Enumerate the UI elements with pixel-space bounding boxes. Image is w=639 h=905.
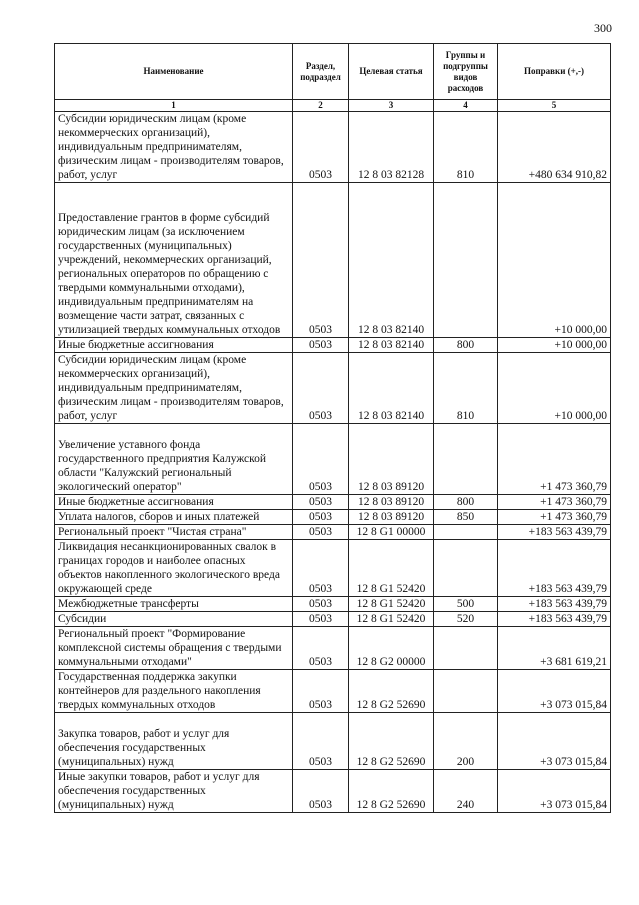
row-target: 12 8 G1 52420 xyxy=(349,597,434,612)
row-section: 0503 xyxy=(293,353,349,424)
row-target: 12 8 G1 52420 xyxy=(349,540,434,597)
row-target: 12 8 G2 52690 xyxy=(349,770,434,813)
row-name: Государственная поддержка закупки контейнеров для раздельного накопления твердых коммунальных отходов xyxy=(55,670,293,713)
row-name: Субсидии xyxy=(55,612,293,627)
table-row xyxy=(55,713,611,770)
row-name: Закупка товаров, работ и услуг для обеспечения государственных (муниципальных) нужд xyxy=(55,713,293,770)
table-header-row xyxy=(55,44,611,100)
row-name: Предоставление грантов в форме субсидий юридическим лицам (за исключением государственных (муниципальных) учреждений, некоммерческих организаций, региональных операторов по обращению с твердыми коммунальными отходами), индивидуальным предпринимателям на возмещение части затрат, связанных с утилизацией твердых коммунальных отходов xyxy=(55,183,293,338)
table-row xyxy=(55,670,611,713)
row-section: 0503 xyxy=(293,112,349,183)
row-target: 12 8 03 82140 xyxy=(349,183,434,338)
table-row xyxy=(55,495,611,510)
header-section: Раздел, подраздел xyxy=(293,44,349,100)
row-section: 0503 xyxy=(293,612,349,627)
row-group: 850 xyxy=(434,510,498,525)
row-section: 0503 xyxy=(293,627,349,670)
table-row xyxy=(55,353,611,424)
budget-amendments-table xyxy=(54,43,611,813)
column-number: 3 xyxy=(349,100,434,112)
row-name: Региональный проект "Чистая страна" xyxy=(55,525,293,540)
row-section: 0503 xyxy=(293,424,349,495)
row-name: Уплата налогов, сборов и иных платежей xyxy=(55,510,293,525)
row-group: 500 xyxy=(434,597,498,612)
row-section: 0503 xyxy=(293,540,349,597)
column-number: 4 xyxy=(434,100,498,112)
row-amount: +3 073 015,84 xyxy=(498,770,611,813)
table-row xyxy=(55,597,611,612)
row-amount: +183 563 439,79 xyxy=(498,540,611,597)
header-groups: Группы и подгруппы видов расходов xyxy=(434,44,498,100)
row-amount: +183 563 439,79 xyxy=(498,597,611,612)
row-name: Увеличение уставного фонда государственного предприятия Калужской области "Калужский региональный экологический оператор" xyxy=(55,424,293,495)
page-number: 300 xyxy=(594,21,612,35)
row-name: Иные бюджетные ассигнования xyxy=(55,495,293,510)
row-amount: +10 000,00 xyxy=(498,338,611,353)
row-target: 12 8 03 82128 xyxy=(349,112,434,183)
row-name: Иные закупки товаров, работ и услуг для обеспечения государственных (муниципальных) нужд xyxy=(55,770,293,813)
row-group xyxy=(434,183,498,338)
row-target: 12 8 03 89120 xyxy=(349,424,434,495)
table-row xyxy=(55,770,611,813)
table-row xyxy=(55,612,611,627)
row-group: 200 xyxy=(434,713,498,770)
header-name: Наименование xyxy=(55,44,293,100)
row-group: 520 xyxy=(434,612,498,627)
row-section: 0503 xyxy=(293,525,349,540)
row-target: 12 8 G2 52690 xyxy=(349,713,434,770)
row-group: 810 xyxy=(434,112,498,183)
column-numbers-row xyxy=(55,100,611,112)
row-target: 12 8 G2 00000 xyxy=(349,627,434,670)
row-amount: +1 473 360,79 xyxy=(498,424,611,495)
row-section: 0503 xyxy=(293,183,349,338)
row-name: Иные бюджетные ассигнования xyxy=(55,338,293,353)
row-section: 0503 xyxy=(293,713,349,770)
row-group xyxy=(434,670,498,713)
row-target: 12 8 03 82140 xyxy=(349,338,434,353)
row-name: Ликвидация несанкционированных свалок в границах городов и наиболее опасных объектов накопленного экологического вреда окружающей среде xyxy=(55,540,293,597)
column-number: 2 xyxy=(293,100,349,112)
row-target: 12 8 03 89120 xyxy=(349,495,434,510)
row-amount: +480 634 910,82 xyxy=(498,112,611,183)
row-name: Субсидии юридическим лицам (кроме некоммерческих организаций), индивидуальным предпринимателям, физическим лицам - производителям товаров, работ, услуг xyxy=(55,353,293,424)
row-amount: +1 473 360,79 xyxy=(498,495,611,510)
row-section: 0503 xyxy=(293,495,349,510)
table-row xyxy=(55,112,611,183)
row-target: 12 8 G1 00000 xyxy=(349,525,434,540)
header-amendment: Поправки (+,-) xyxy=(498,44,611,100)
row-section: 0503 xyxy=(293,597,349,612)
row-name: Субсидии юридическим лицам (кроме некоммерческих организаций), индивидуальным предпринимателям, физическим лицам - производителям товаров, работ, услуг xyxy=(55,112,293,183)
row-target: 12 8 G2 52690 xyxy=(349,670,434,713)
column-number: 1 xyxy=(55,100,293,112)
row-name: Межбюджетные трансферты xyxy=(55,597,293,612)
table-row xyxy=(55,510,611,525)
row-section: 0503 xyxy=(293,510,349,525)
row-group: 800 xyxy=(434,338,498,353)
row-amount: +10 000,00 xyxy=(498,183,611,338)
row-name: Региональный проект "Формирование комплексной системы обращения с твердыми коммунальными отходами" xyxy=(55,627,293,670)
row-amount: +3 073 015,84 xyxy=(498,713,611,770)
table-row xyxy=(55,338,611,353)
row-amount: +10 000,00 xyxy=(498,353,611,424)
row-section: 0503 xyxy=(293,338,349,353)
table-row xyxy=(55,183,611,338)
row-target: 12 8 G1 52420 xyxy=(349,612,434,627)
column-number: 5 xyxy=(498,100,611,112)
row-amount: +3 073 015,84 xyxy=(498,670,611,713)
table-row xyxy=(55,540,611,597)
row-target: 12 8 03 89120 xyxy=(349,510,434,525)
header-target: Целевая статья xyxy=(349,44,434,100)
row-group: 810 xyxy=(434,353,498,424)
table-row xyxy=(55,424,611,495)
row-section: 0503 xyxy=(293,770,349,813)
row-group xyxy=(434,540,498,597)
row-group: 800 xyxy=(434,495,498,510)
row-amount: +1 473 360,79 xyxy=(498,510,611,525)
row-amount: +183 563 439,79 xyxy=(498,612,611,627)
row-amount: +183 563 439,79 xyxy=(498,525,611,540)
row-section: 0503 xyxy=(293,670,349,713)
row-group xyxy=(434,424,498,495)
row-group xyxy=(434,525,498,540)
table-row xyxy=(55,627,611,670)
row-amount: +3 681 619,21 xyxy=(498,627,611,670)
table-row xyxy=(55,525,611,540)
row-group: 240 xyxy=(434,770,498,813)
row-target: 12 8 03 82140 xyxy=(349,353,434,424)
row-group xyxy=(434,627,498,670)
